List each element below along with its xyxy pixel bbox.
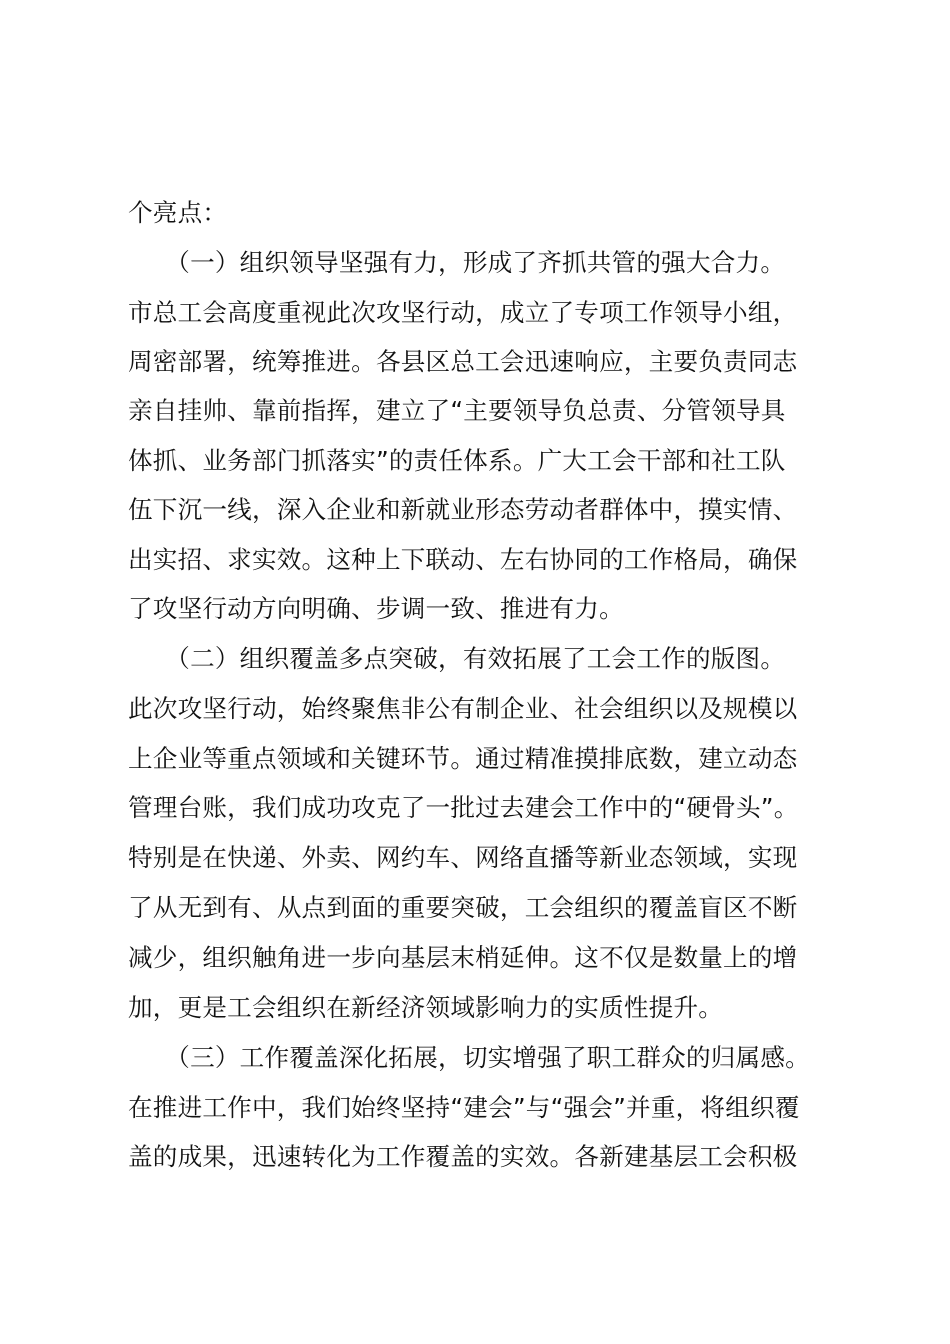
text-line: 了攻坚行动方向明确、步调一致、推进有力。 (128, 594, 624, 623)
section-heading-2: （二）组织覆盖多点突破，有效拓展了工会工作的版图。 (128, 644, 786, 673)
text-line: 上企业等重点领域和关键环节。通过精准摸排底数，建立动态 (128, 744, 798, 773)
text-line: 市总工会高度重视此次攻坚行动，成立了专项工作领导小组， (128, 298, 798, 327)
text-line: 伍下沉一线，深入企业和新就业形态劳动者群体中，摸实情、 (128, 495, 798, 524)
text-line: 此次攻坚行动，始终聚焦非公有制企业、社会组织以及规模以 (128, 694, 798, 723)
section-heading-3: （三）工作覆盖深化拓展，切实增强了职工群众的归属感。 (128, 1043, 810, 1072)
text-line: 个亮点： (128, 198, 228, 227)
text-line: 亲自挂帅、靠前指挥，建立了“主要领导负总责、分管领导具 (128, 396, 786, 425)
text-line: 在推进工作中，我们始终坚持“建会”与“强会”并重，将组织覆 (128, 1093, 800, 1122)
text-line: 加，更是工会组织在新经济领域影响力的实质性提升。 (128, 993, 724, 1022)
text-line: 特别是在快递、外卖、网约车、网络直播等新业态领域，实现 (128, 843, 798, 872)
text-line: 了从无到有、从点到面的重要突破，工会组织的覆盖盲区不断 (128, 893, 798, 922)
text-line: 周密部署，统筹推进。各县区总工会迅速响应，主要负责同志 (128, 347, 798, 376)
text-line: 体抓、业务部门抓落实”的责任体系。广大工会干部和社工队 (128, 446, 786, 475)
text-line: 管理台账，我们成功攻克了一批过去建会工作中的“硬骨头”。 (128, 793, 799, 822)
text-line: 出实招、求实效。这种上下联动、左右协同的工作格局，确保 (128, 545, 798, 574)
text-line: 减少，组织触角进一步向基层末梢延伸。这不仅是数量上的增 (128, 943, 798, 972)
section-heading-1: （一）组织领导坚强有力，形成了齐抓共管的强大合力。 (128, 248, 786, 277)
text-line: 盖的成果，迅速转化为工作覆盖的实效。各新建基层工会积极 (128, 1142, 798, 1171)
